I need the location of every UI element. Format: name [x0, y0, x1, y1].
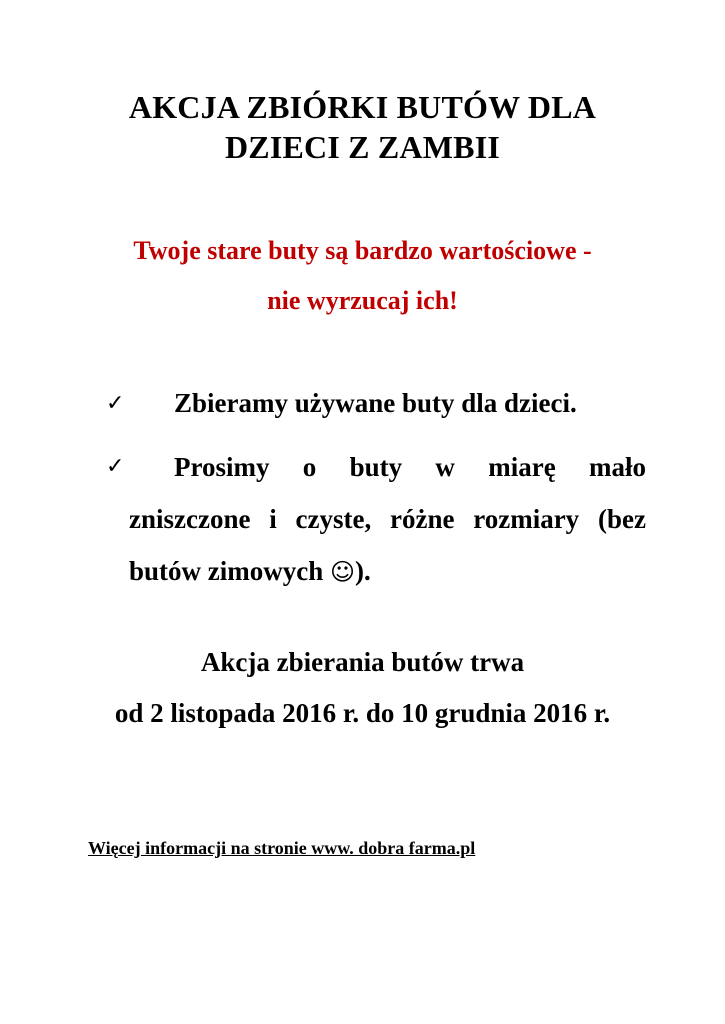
checkmark-icon: ✓	[106, 454, 125, 479]
bullet-item-2-line-2	[129, 502, 646, 536]
word: (bez	[597, 504, 646, 534]
highlight-line-1: Twoje stare buty są bardzo wartościowe -	[133, 236, 592, 265]
period-line-1: Akcja zbierania butów trwa	[200, 647, 525, 677]
bullet-item-1: Zbieramy używane buty dla dzieci.	[174, 388, 577, 418]
highlight-line-2: nie wyrzucaj ich!	[267, 286, 458, 315]
checkmark-icon: ✓	[106, 391, 125, 416]
word: Prosimy	[174, 452, 270, 482]
more-info-link[interactable]: Więcej informacji na stronie www. dobra farma.pl	[88, 838, 476, 858]
bullet-item-2-line-1	[174, 450, 646, 484]
word: o	[302, 452, 317, 482]
word: w	[435, 452, 455, 482]
period-line-2: od 2 listopada 2016 r. do 10 grudnia 2016 r.	[114, 698, 611, 728]
word: buty	[349, 452, 403, 482]
word: i	[269, 504, 277, 534]
word: rozmiary	[473, 504, 580, 534]
bullet-item-2-text: butów zimowych	[129, 556, 330, 586]
word: miarę	[488, 452, 556, 482]
bullet-item-2-end: ).	[355, 556, 371, 586]
page-title-line-2: DZIECI Z ZAMBII	[224, 129, 501, 165]
word: różne	[389, 504, 455, 534]
bullet-item-2-line-3	[129, 554, 371, 589]
smiley-icon: ☺	[330, 558, 356, 586]
word: czyste,	[295, 504, 372, 534]
word: zniszczone	[129, 504, 251, 534]
page-title-line-1: AKCJA ZBIÓRKI BUTÓW DLA	[128, 89, 597, 125]
word: mało	[588, 452, 646, 482]
